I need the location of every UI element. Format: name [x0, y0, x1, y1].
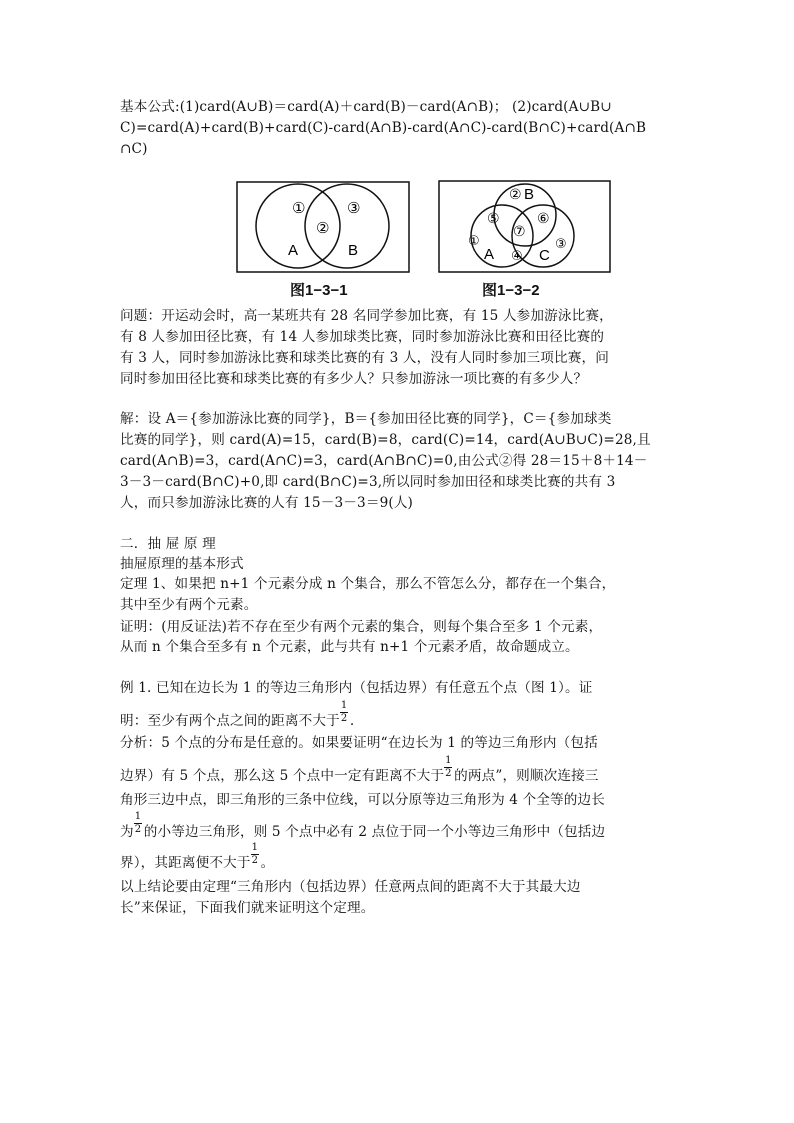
proof-line-2: 从而 n 个集合至多有 n 个元素，此与共有 n+1 个元素矛盾，故命题成立。	[120, 639, 579, 655]
fraction-one-half: $\frac{1}{2}$	[340, 700, 348, 724]
fraction-one-half: $\frac{1}{2}$	[251, 842, 259, 866]
problem-line-4: 同时参加田径比赛和球类比赛的有多少人？只参加游泳一项比赛的有多少人？	[120, 371, 588, 387]
solution-line-3: card(A∩B)=3，card(A∩C)=3，card(A∩B∩C)=0,由公式②得 28＝15＋8＋14－	[120, 453, 648, 469]
solution-line-1: 解：设 A＝{参加游泳比赛的同学}，B＝{参加田径比赛的同学}，C＝{参加球类	[120, 411, 612, 427]
venn1-label-b: B	[348, 242, 359, 259]
problem-line-3: 有 3 人，同时参加游泳比赛和球类比赛的有 3 人，没有人同时参加三项比赛，问	[120, 350, 610, 366]
fraction-one-half: $\frac{1}{2}$	[134, 811, 142, 835]
analysis-line-3: 角形三边中点，即三角形的三条中位线，可以分原等边三角形为 4 个全等的边长	[120, 792, 606, 808]
fraction-one-half: $\frac{1}{2}$	[445, 755, 452, 779]
venn2-label-c: C	[539, 247, 550, 264]
venn2-label-a: A	[484, 246, 495, 263]
venn2-region-3: ③	[555, 237, 567, 252]
solution-line-4: 3－3－card(B∩C)+0,即 card(B∩C)=3,所以同时参加田径和球类比赛的共有 3	[120, 474, 616, 490]
venn-diagram-three-sets	[438, 180, 611, 273]
venn2-region-1: ①	[468, 234, 480, 249]
figure-caption-2: 图1−3−2	[482, 282, 540, 299]
analysis-line-5: 界），其距离便不大于 $\frac{1}{2}$ 。	[120, 842, 275, 871]
example-line-2-text: 明：至少有两个点之间的距离不大于	[120, 713, 340, 729]
formula-line-2: C)=card(A)+card(B)+card(C)-card(A∩B)-card(A∩C)-card(B∩C)+card(A∩B	[120, 120, 647, 136]
conclusion-line-1: 以上结论要由定理“三角形内（包括边界）任意两点间的距离不大于其最大边	[120, 879, 581, 895]
solution-line-5: 人，而只参加游泳比赛的人有 15－3－3＝9(人)	[120, 495, 414, 511]
example-line-1: 例 1. 已知在边长为 1 的等边三角形内（包括边界）有任意五个点（图 1）。证	[120, 680, 593, 696]
section-subheading: 抽屉原理的基本形式	[120, 556, 244, 572]
venn2-region-5: ⑤	[487, 211, 500, 227]
theorem-line-2: 其中至少有两个元素。	[120, 597, 258, 613]
venn1-region-1: ①	[292, 199, 306, 217]
venn2-region-6: ⑥	[537, 211, 550, 227]
venn2-region-2: ②	[509, 187, 522, 203]
venn1-label-a: A	[288, 242, 299, 259]
figure-caption-1: 图1−3−1	[290, 282, 348, 299]
venn-diagram-two-sets	[236, 181, 410, 273]
analysis-line-4: 为 $\frac{1}{2}$ 的小等边三角形，则 5 个点中必有 2 点位于同一个小等边三角形中（包括边	[120, 811, 606, 840]
venn2-label-b: B	[524, 186, 535, 203]
formula-line-1: 基本公式:(1)card(A∪B)＝card(A)＋card(B)－card(A∩B)； (2)card(A∪B∪	[120, 99, 612, 115]
venn1-region-3: ③	[347, 199, 361, 217]
venn2-region-4: ④	[511, 249, 523, 264]
section-heading: 二．抽 屉 原 理	[120, 536, 216, 552]
theorem-line-1: 定理 1、如果把 n+1 个元素分成 n 个集合，那么不管怎么分，都存在一个集合，	[120, 576, 616, 592]
solution-line-2: 比赛的同学}，则 card(A)=15，card(B)=8，card(C)=14，card(A∪B∪C)=28,且	[120, 432, 651, 448]
problem-line-2: 有 8 人参加田径比赛，有 14 人参加球类比赛，同时参加游泳比赛和田径比赛的	[120, 329, 605, 345]
proof-line-1: 证明：(用反证法)若不存在至少有两个元素的集合，则每个集合至多 1 个元素，	[120, 619, 603, 635]
analysis-line-2: 边界）有 5 个点，那么这 5 个点中一定有距离不大于 $\frac{1}{2}$ 的两点”，则顺次连接三	[120, 755, 599, 784]
formula-line-3: ∩C)	[120, 141, 148, 157]
venn1-region-2: ②	[316, 219, 330, 237]
analysis-line-1: 分析：5 个点的分布是任意的。如果要证明“在边长为 1 的等边三角形内（包括	[120, 735, 598, 751]
problem-line-1: 问题：开运动会时，高一某班共有 28 名同学参加比赛，有 15 人参加游泳比赛，	[120, 308, 613, 324]
venn2-region-7: ⑦	[513, 224, 526, 240]
example-line-2: 明：至少有两个点之间的距离不大于 $\frac{1}{2}$ .	[120, 700, 355, 729]
conclusion-line-2: 长”来保证，下面我们就来证明这个定理。	[120, 900, 375, 916]
